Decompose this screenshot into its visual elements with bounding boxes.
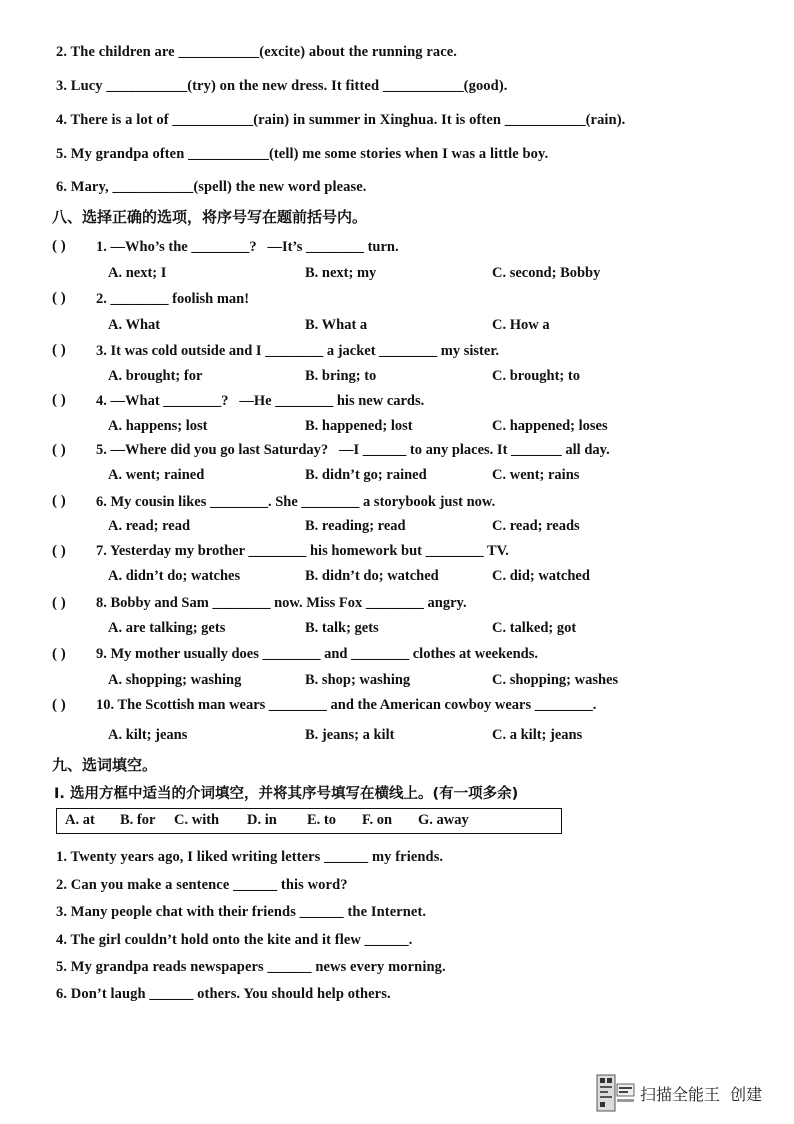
option-b: B. happened; lost <box>305 418 413 434</box>
word-bank-box <box>56 808 562 834</box>
option-b: B. didn’t do; watched <box>305 568 439 584</box>
word-bank-option: C. with <box>174 812 220 828</box>
option-a: A. next; I <box>108 265 167 281</box>
option-a: A. didn’t do; watches <box>108 568 241 584</box>
option-c: C. happened; loses <box>492 418 608 434</box>
answer-bracket: ( ) <box>52 238 66 254</box>
option-b: B. shop; washing <box>305 672 411 688</box>
part9-item-2: 2. Can you make a sentence ______ this word? <box>56 877 348 893</box>
part8-heading: 八、选择正确的选项，将序号写在题前括号内。 <box>52 208 368 226</box>
option-a: A. went; rained <box>108 467 205 483</box>
answer-bracket: ( ) <box>52 646 66 662</box>
part7-item-6: 6. Mary, ___________(spell) the new word please. <box>56 179 367 195</box>
question-stem: 6. My cousin likes ________. She ________ a storybook just now. <box>96 494 496 510</box>
word-bank-option: A. at <box>65 812 95 828</box>
question-stem: 7. Yesterday my brother ________ his homework but ________ TV. <box>96 543 509 559</box>
option-b: B. What a <box>305 317 368 333</box>
option-b: B. next; my <box>305 265 377 281</box>
option-b: B. bring; to <box>305 368 377 384</box>
question-stem: 1. —Who’s the ________? —It’s ________ turn. <box>96 239 399 255</box>
option-a: A. kilt; jeans <box>108 727 188 743</box>
option-c: C. second; Bobby <box>492 265 601 281</box>
question-stem: 10. The Scottish man wears ________ and the American cowboy wears ________. <box>96 697 597 713</box>
part9-item-3: 3. Many people chat with their friends ______ the Internet. <box>56 904 427 920</box>
question-stem: 2. ________ foolish man! <box>96 291 250 307</box>
scanner-watermark-text: 扫描全能王 创建 <box>640 1085 763 1104</box>
word-bank-option: B. for <box>120 812 156 828</box>
part9-item-4: 4. The girl couldn’t hold onto the kite and it flew ______. <box>56 932 413 948</box>
answer-bracket: ( ) <box>52 342 66 358</box>
question-stem: 4. —What ________? —He ________ his new cards. <box>96 393 425 409</box>
word-bank-option: F. on <box>362 812 393 828</box>
part9-item-5: 5. My grandpa reads newspapers ______ news every morning. <box>56 959 446 975</box>
option-b: B. reading; read <box>305 518 406 534</box>
option-b: B. talk; gets <box>305 620 379 636</box>
answer-bracket: ( ) <box>52 392 66 408</box>
question-stem: 3. It was cold outside and I ________ a jacket ________ my sister. <box>96 343 500 359</box>
option-a: A. happens; lost <box>108 418 208 434</box>
option-c: C. a kilt; jeans <box>492 727 583 743</box>
option-a: A. What <box>108 317 161 333</box>
option-c: C. shopping; washes <box>492 672 619 688</box>
answer-bracket: ( ) <box>52 543 66 559</box>
word-bank-option: G. away <box>418 812 469 828</box>
option-b: B. didn’t go; rained <box>305 467 427 483</box>
answer-bracket: ( ) <box>52 493 66 509</box>
part9-heading: 九、选词填空。 <box>52 756 158 774</box>
option-a: A. shopping; washing <box>108 672 242 688</box>
option-b: B. jeans; a kilt <box>305 727 395 743</box>
part9-item-1: 1. Twenty years ago, I liked writing letters ______ my friends. <box>56 849 444 865</box>
option-c: C. went; rains <box>492 467 580 483</box>
part7-item-4: 4. There is a lot of ___________(rain) in summer in Xinghua. It is often ___________(rain). <box>56 112 626 128</box>
answer-bracket: ( ) <box>52 697 66 713</box>
option-a: A. read; read <box>108 518 191 534</box>
answer-bracket: ( ) <box>52 442 66 458</box>
part9-subheading: I. 选用方框中适当的介词填空，并将其序号填写在横线上。(有一项多余) <box>54 786 519 802</box>
part7-item-2: 2. The children are ___________(excite) about the running race. <box>56 44 457 60</box>
option-c: C. did; watched <box>492 568 590 584</box>
part7-item-5: 5. My grandpa often ___________(tell) me some stories when I was a little boy. <box>56 146 549 162</box>
option-a: A. brought; for <box>108 368 203 384</box>
question-stem: 9. My mother usually does ________ and ________ clothes at weekends. <box>96 646 538 662</box>
scanner-app-logo-icon <box>596 1074 636 1112</box>
answer-bracket: ( ) <box>52 595 66 611</box>
part9-item-6: 6. Don’t laugh ______ others. You should help others. <box>56 986 391 1002</box>
option-c: C. brought; to <box>492 368 580 384</box>
word-bank-option: D. in <box>247 812 277 828</box>
answer-bracket: ( ) <box>52 290 66 306</box>
part7-item-3: 3. Lucy ___________(try) on the new dress. It fitted ___________(good). <box>56 78 508 94</box>
option-c: C. talked; got <box>492 620 577 636</box>
option-c: C. How a <box>492 317 550 333</box>
question-stem: 8. Bobby and Sam ________ now. Miss Fox ________ angry. <box>96 595 467 611</box>
option-c: C. read; reads <box>492 518 580 534</box>
option-a: A. are talking; gets <box>108 620 226 636</box>
question-stem: 5. —Where did you go last Saturday? —I ______ to any places. It _______ all day. <box>96 442 610 458</box>
word-bank-option: E. to <box>307 812 336 828</box>
